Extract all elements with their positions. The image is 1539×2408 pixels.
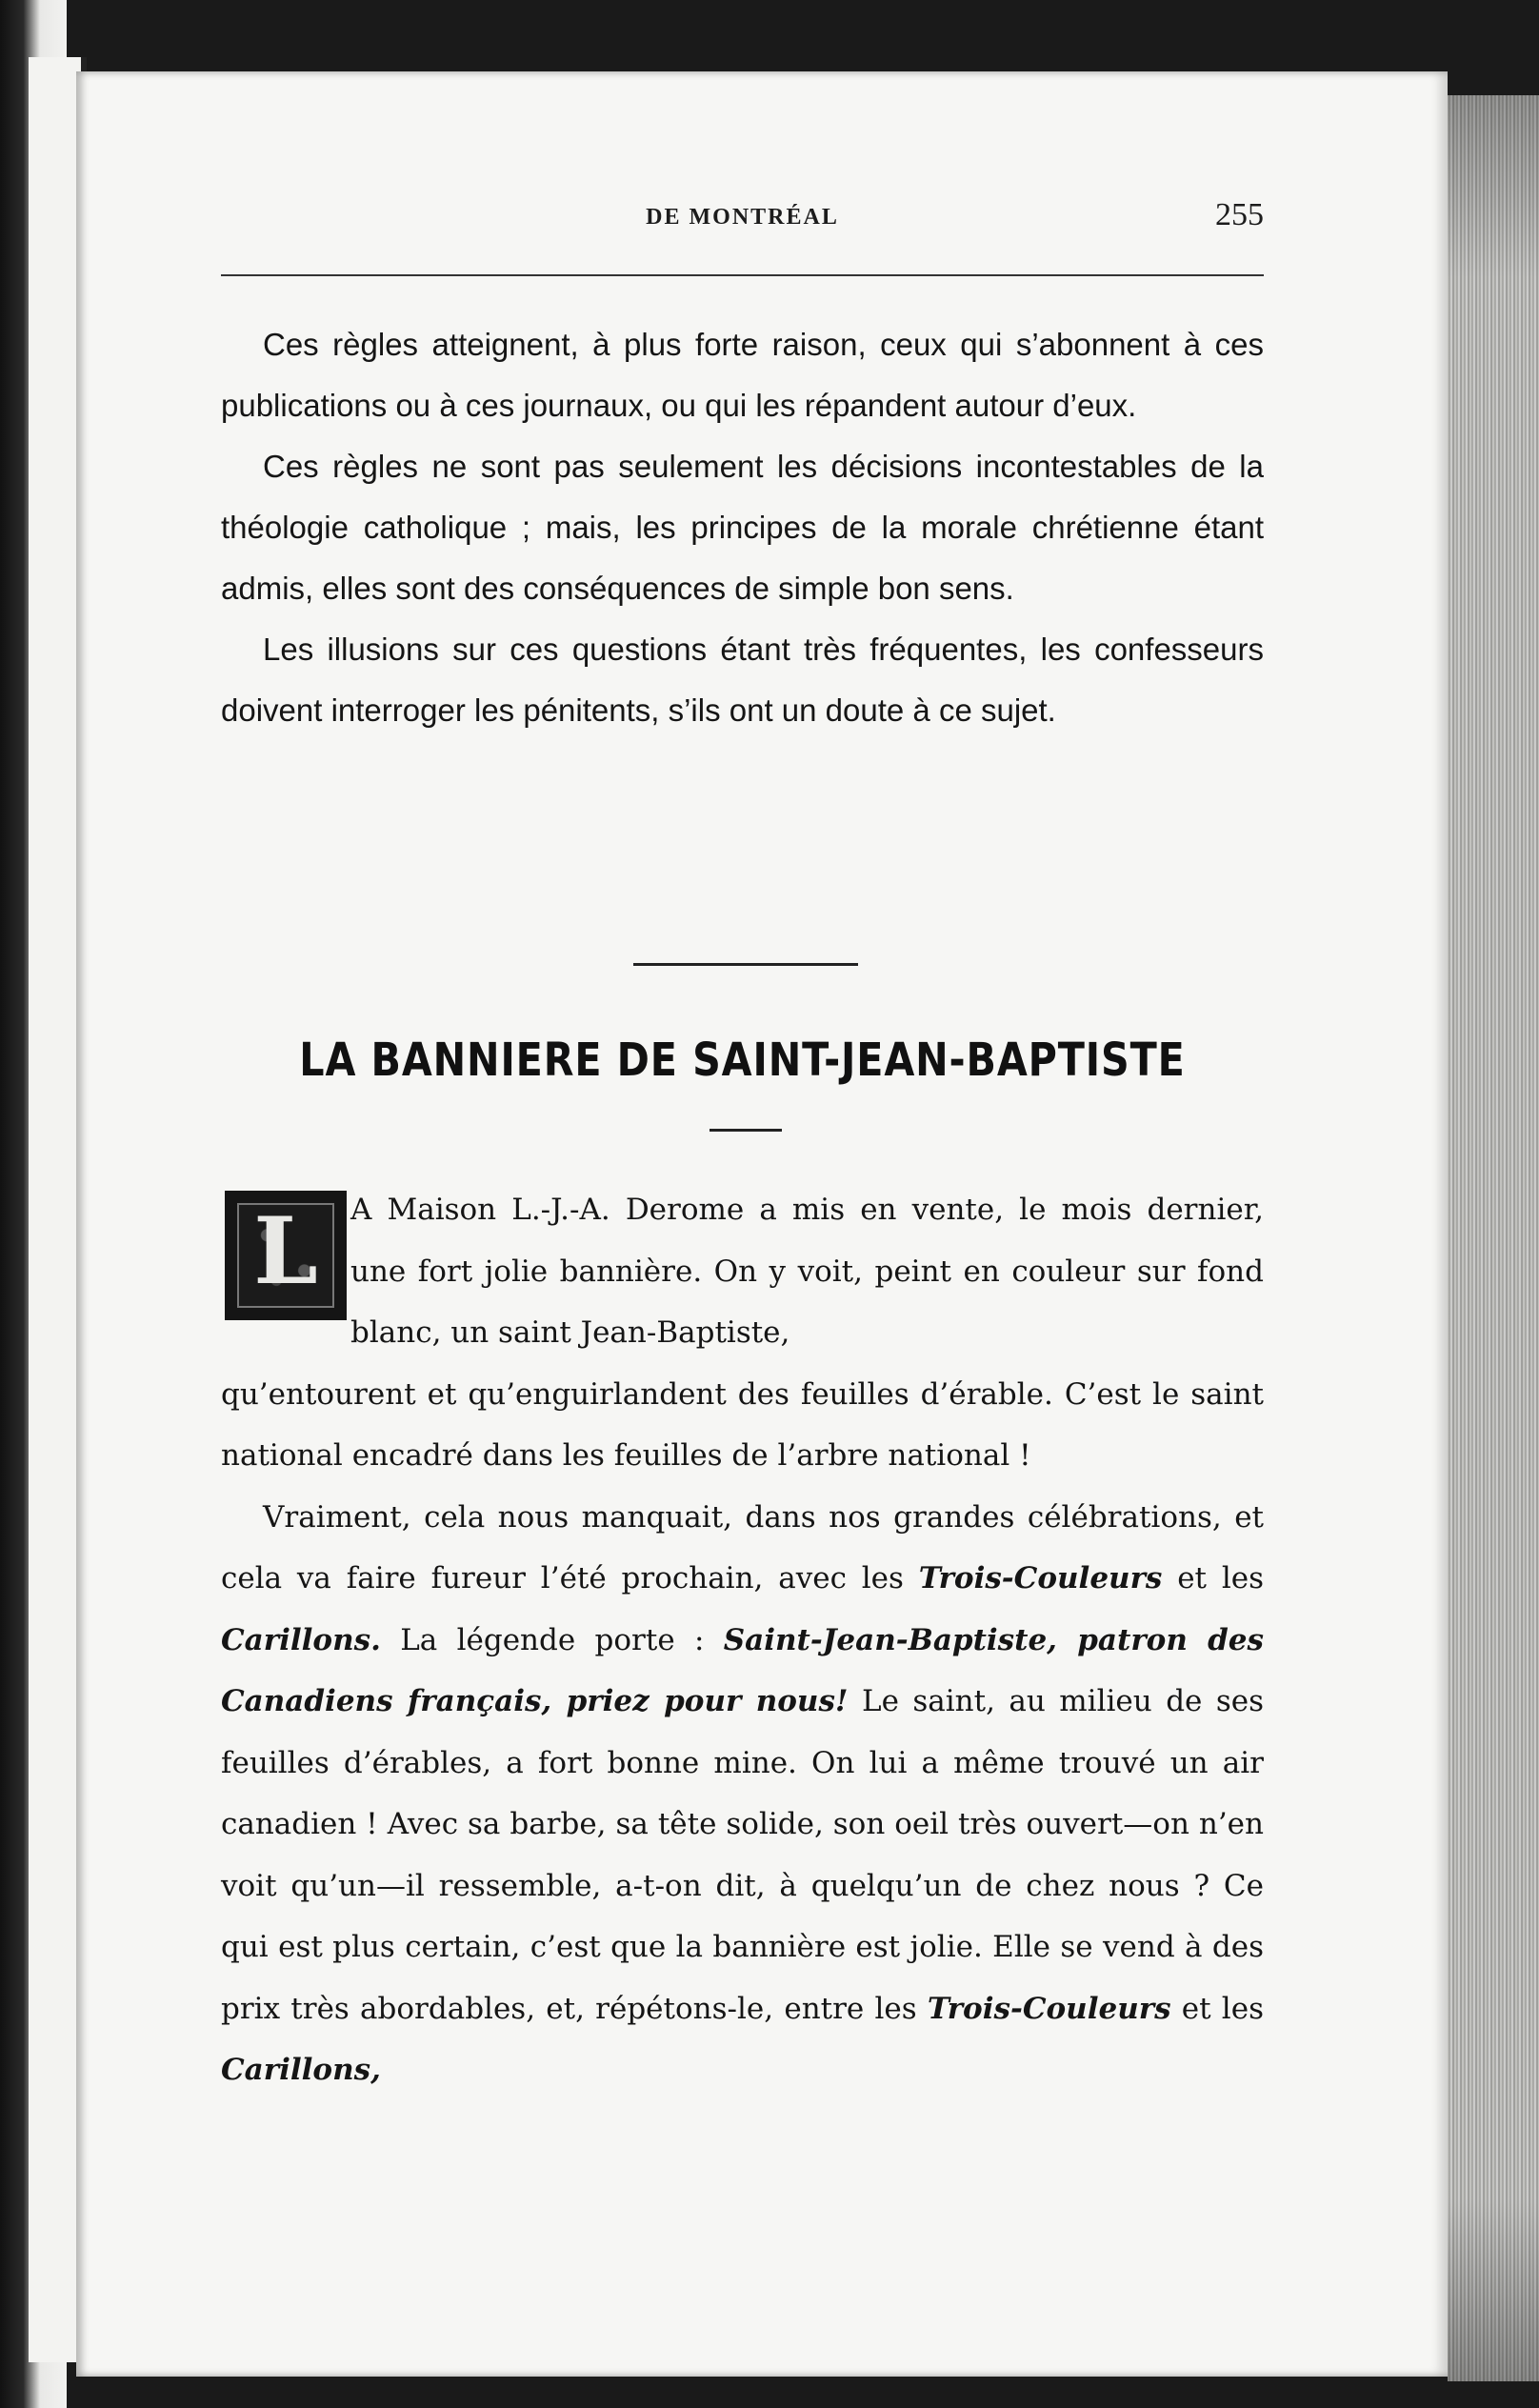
section-title: LA BANNIERE DE SAINT-JEAN-BAPTISTE [299, 1033, 1186, 1087]
italic-run: Trois-Couleurs [927, 1991, 1171, 2026]
italic-run: Saint-Jean-Baptiste, patron des Canadiens français, priez pour nous! [221, 1622, 1264, 1718]
paragraph: Ces règles atteignent, à plus forte raison, ceux qui s’abonnent à ces publications ou à ces journaux, ou qui les répandent autour d’eux. [221, 327, 1264, 423]
paragraph-continuation: qu’entourent et qu’enguirlandent des feuilles d’érable. C’est le saint national encadré dans les feuilles de l’arbre national ! [221, 1376, 1264, 1473]
title-underline [710, 1129, 782, 1132]
italic-run: Carillons. [221, 1622, 381, 1657]
header-rule [221, 274, 1264, 276]
text-run: La légende porte : [380, 1622, 724, 1657]
preceding-text-block [221, 314, 1264, 741]
text-run: et les [1170, 1991, 1264, 2026]
paragraph [221, 1487, 1264, 2101]
italic-run: Carillons, [221, 2053, 381, 2087]
dropcap-letter: L [253, 1197, 318, 1305]
page-stack-edge [1448, 95, 1539, 2381]
running-title: DE MONTRÉAL [646, 205, 839, 230]
article-text-block [221, 1179, 1264, 2101]
paragraph: Les illusions sur ces questions étant très fréquentes, les confesseurs doivent interroger les pénitents, s’ils ont un doute à ce sujet. [221, 632, 1264, 728]
text-run: Le saint, au milieu de ses feuilles d’érables, a fort bonne mine. On lui a même trouvé un air canadien ! Avec sa barbe, sa tête solide, son oeil très ouvert—on n’en voit qu’un—il ressemble, a-t-on dit, à quelqu’un de chez nous ? Ce qui est plus certain, c’est que la bannière est jolie. Elle se vend à des prix très abordables, et, répétons-le, entre les [221, 1684, 1264, 2026]
page-number: 255 [1215, 197, 1264, 232]
running-header [221, 195, 1264, 243]
paragraph: Ces règles ne sont pas seulement les décisions incontestables de la théologie catholique ; mais, les principes de la morale chrétienne étant admis, elles sont des conséquences de simple bon sens. [221, 449, 1264, 606]
paragraph-opening: A Maison L.-J.-A. Derome a mis en vente, le mois dernier, une fort jolie bannière. On y voit, peint en couleur sur fond blanc, un saint Jean-Baptiste, [350, 1193, 1264, 1350]
text-run: et les [1162, 1561, 1265, 1595]
text-run: Vraiment, cela nous manquait, dans nos grandes célébrations, et cela va faire fureur l’été prochain, avec les [221, 1499, 1264, 1595]
italic-run: Trois-Couleurs [918, 1561, 1163, 1595]
section-separator [633, 963, 858, 966]
